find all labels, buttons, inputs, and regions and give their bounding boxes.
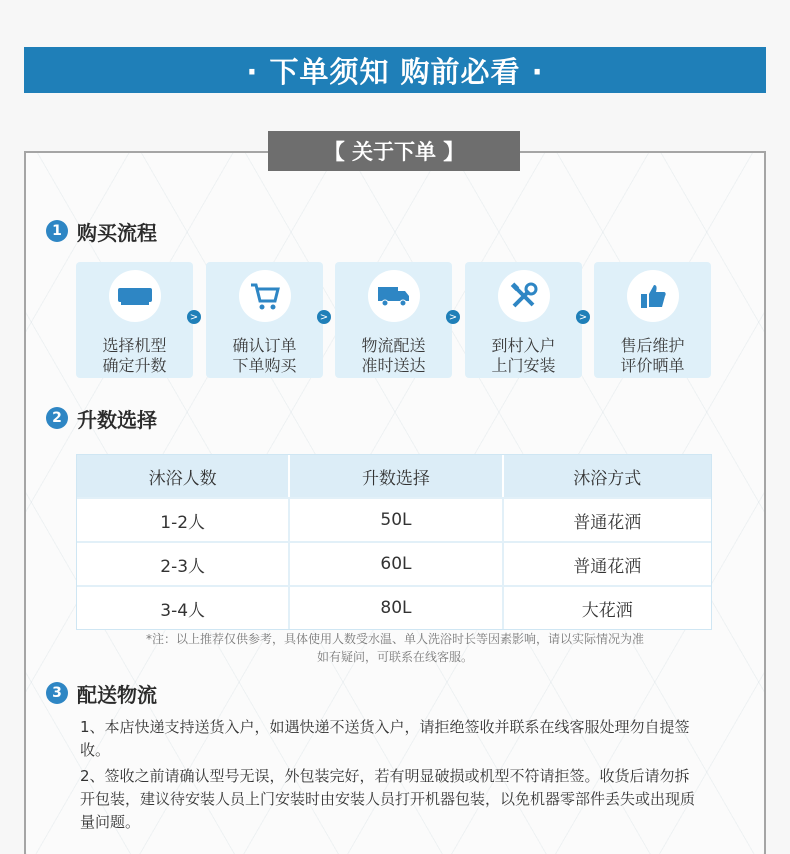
heading-text: 配送物流: [77, 682, 157, 707]
step-line2: 上门安装: [491, 356, 556, 375]
step-line2: 评价晒单: [620, 356, 685, 375]
table-header: 沐浴人数: [77, 455, 290, 497]
heading-text: 升数选择: [77, 407, 157, 432]
table-cell: 3-4人: [77, 585, 290, 629]
heading-text: 购买流程: [77, 220, 157, 245]
chevron-right-icon: >: [446, 310, 460, 324]
heading-purchase-flow: [46, 218, 157, 244]
step-line1: 到村入户: [491, 336, 556, 355]
delivery-paragraph-1: 1、本店快递支持送货入户，如遇快递不送货入户，请拒绝签收并联系在线客服处理勿自提签收。: [80, 718, 690, 759]
banner-title: · 下单须知 购前必看 ·: [246, 54, 544, 89]
table-cell: 大花洒: [504, 585, 711, 629]
thumbs-up-icon: [627, 270, 679, 322]
table-cell: 80L: [290, 585, 503, 629]
delivery-paragraph-2: 2、签收之前请确认型号无误，外包装完好，若有明显破损或机型不符请拒签。收货后请勿拆开包装，建议待安装人员上门安装时由安装人员打开机器包装，以免机器零部件丢失或出现质量问题。: [80, 767, 696, 831]
chevron-right-icon: >: [317, 310, 331, 324]
section-tag: [268, 131, 520, 171]
table-header: 升数选择: [290, 455, 503, 497]
shopping-cart-icon: [239, 270, 291, 322]
capacity-table: [76, 454, 712, 630]
heading-number: 2: [46, 407, 68, 429]
step-line2: 确定升数: [102, 356, 167, 375]
heading-capacity: [46, 405, 157, 431]
table-cell: 2-3人: [77, 541, 290, 585]
table-cell: 50L: [290, 497, 503, 541]
water-heater-icon: [109, 270, 161, 322]
step-after-sales: [594, 262, 711, 378]
step-line1: 确认订单: [232, 336, 297, 355]
note-line: *注：以上推荐仅供参考，具体使用人数受水温、单人洗浴时长等因素影响，请以实际情况为准: [145, 632, 644, 646]
heading-number: 1: [46, 220, 68, 242]
heading-number: 3: [46, 682, 68, 704]
tools-icon: [498, 270, 550, 322]
step-line1: 选择机型: [102, 336, 167, 355]
table-cell: 普通花洒: [504, 497, 711, 541]
step-select-model: [76, 262, 193, 378]
step-line1: 售后维护: [620, 336, 685, 355]
delivery-truck-icon: [368, 270, 420, 322]
chevron-right-icon: >: [576, 310, 590, 324]
step-installation: [465, 262, 582, 378]
section-tag-label: 【 关于下单 】: [323, 140, 465, 164]
page-banner: [24, 47, 766, 93]
chevron-right-icon: >: [187, 310, 201, 324]
step-delivery: [335, 262, 452, 378]
table-header: 沐浴方式: [504, 455, 711, 497]
heading-delivery: [46, 680, 157, 706]
step-line2: 下单购买: [232, 356, 297, 375]
table-note: [100, 630, 690, 666]
note-line: 如有疑问，可联系在线客服。: [316, 650, 473, 664]
step-line1: 物流配送: [361, 336, 426, 355]
table-row: [77, 541, 711, 585]
table-cell: 1-2人: [77, 497, 290, 541]
table-cell: 普通花洒: [504, 541, 711, 585]
table-row: [77, 585, 711, 629]
step-line2: 准时送达: [361, 356, 426, 375]
table-cell: 60L: [290, 541, 503, 585]
table-header-row: [77, 455, 711, 497]
table-row: [77, 497, 711, 541]
step-confirm-order: [206, 262, 323, 378]
